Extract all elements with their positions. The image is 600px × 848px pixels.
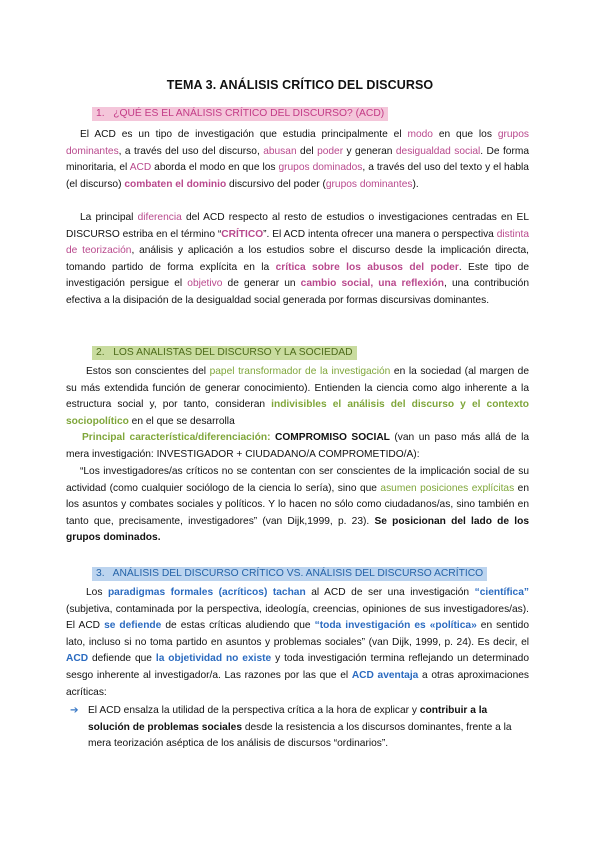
paragraph-4: Principal característica/diferenciación: COMPROMISO SOCIAL (van un paso más allá de la mera investigación: INVESTIGADOR + CIUDADANO/A COMPROMETIDO/A): [66,432,530,460]
paragraph-6: Los paradigmas formales (acríticos) tachan al ACD de ser una investigación “científica” (subjetiva, contaminada por la perspectiva, ideología, creencias, opiniones de sus investigadores/as). El ACD se defiende de estas críticas aludiendo que “toda investigación es «política» en sentido lato, incluso si no toma partido en asuntos y problemas sociales” (van Dijk, 1999, p. 24). Es decir, el ACD defiende que la objetividad no existe y toda investigación termina reflejando un determinado sesgo inherente al investigador/a. Las razones por las que el ACD aventaja a otras aproximaciones acríticas: [66,587,530,698]
document-title: TEMA 3. ANÁLISIS CRÍTICO DEL DISCURSO [166,78,434,92]
section-2-number: 2. [96,347,105,358]
paragraph-3: Estos son conscientes del papel transformador de la investigación en la sociedad (al margen de su más extendida función de generar conocimiento). Entienden la ciencia como algo inherente a la estructura social y, por tanto, consideran indivisibles el análisis del discurso y el contexto sociopolítico en el que se desarrolla [66,366,530,427]
section-3-heading [92,568,487,579]
paragraph-1: El ACD es un tipo de investigación que estudia principalmente el modo en que los grupos dominantes, a través del uso del discurso, abusan del poder y generan desigualdad social. De forma minoritaria, el ACD aborda el modo en que los grupos dominados, a través del uso del texto y el habla (el discurso) combaten el dominio discursivo del poder (grupos dominantes). [66,129,530,190]
section-1-heading [92,108,388,119]
section-3-number: 3. [96,568,105,579]
arrow-right-icon: ➔ [70,705,79,716]
paragraph-5-quote: “Los investigadores/as críticos no se contentan con ser conscientes de la implicación social de su actividad (como cualquier sociólogo de la ciencia lo sería), sino que asumen posiciones explícitas en los asuntos y combates sociales y políticos. Y lo hacen no sólo como ciudadanos/as, sino también en tanto que, precisamente, investigadores” (van Dijk,1999, p. 23). Se posicionan del lado de los grupos dominados. [66,466,530,544]
list-item: ➔ El ACD ensalza la utilidad de la perspectiva crítica a la hora de explicar y contribuir a la solución de problemas sociales desde la resistencia a los discursos dominantes, frente a la mera teorización aséptica de los análisis de discursos “ordinarios”. [70,705,512,750]
section-3-title: ANÁLISIS DEL DISCURSO CRÍTICO VS. ANÁLISIS DEL DISCURSO ACRÍTICO [112,568,484,579]
section-2-title: LOS ANALISTAS DEL DISCURSO Y LA SOCIEDAD [113,347,353,358]
paragraph-2: La principal diferencia del ACD respecto al resto de estudios o investigaciones centradas en EL DISCURSO estriba en el término “CRÍTICO”. El ACD intenta ofrecer una manera o perspectiva distinta de teorización, análisis y aplicación a los estudios sobre el discurso desde la implicación directa, tomando partido de forma explícita en la crítica sobre los abusos del poder. Este tipo de investigación persigue el objetivo de generar un cambio social, una reflexión, una contribución efectiva a la disipación de la desigualdad social generada por formas discursivas dominantes. [66,212,530,306]
section-1-number: 1. [96,108,105,119]
section-2-heading [92,347,357,358]
section-1-title: ¿QUÉ ES EL ANÁLISIS CRÍTICO DEL DISCURSO? (ACD) [113,108,385,119]
